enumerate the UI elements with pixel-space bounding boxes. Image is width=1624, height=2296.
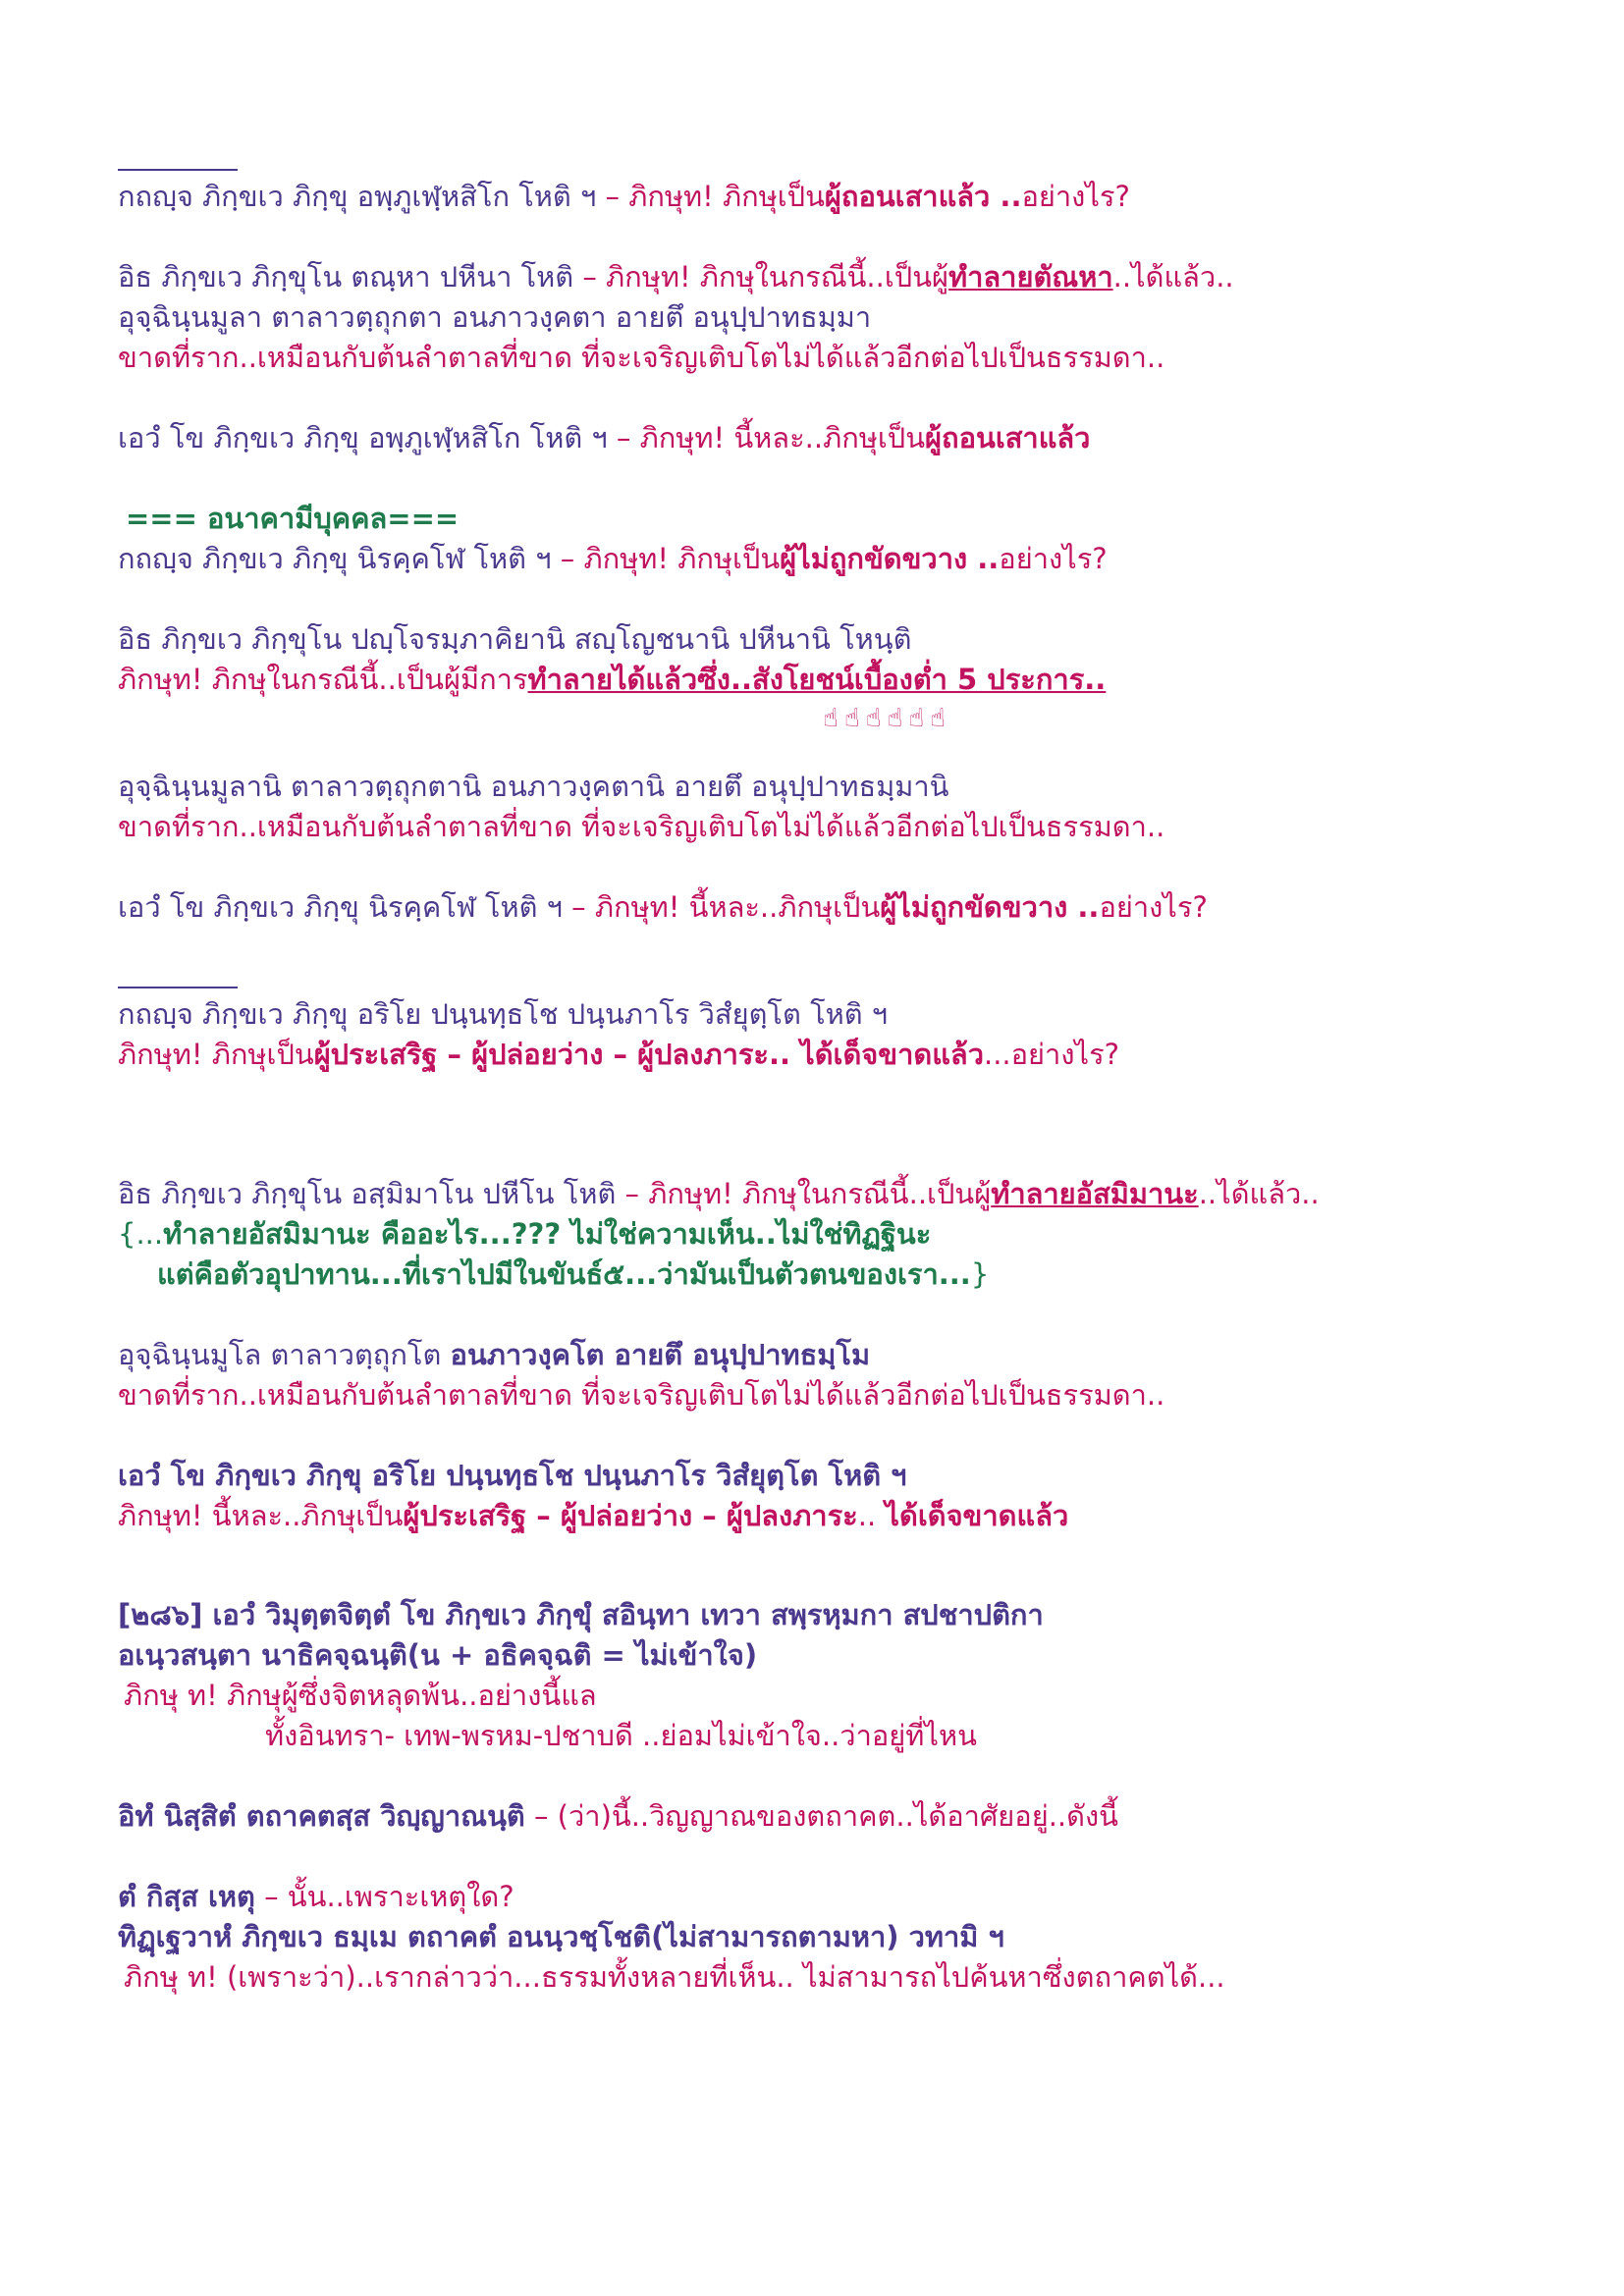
s2-answer-pali: อิธ ภิกฺขเว ภิกฺขุโน ปญฺโจรมฺภาคิยานิ สญฺโญชนานิ ปหีนานิ โหนฺติ <box>118 622 912 656</box>
s3-conclusion-pali: เอวํ โข ภิกฺขเว ภิกฺขุ อริโย ปนฺนทฺธโช ปนฺนภาโร วิสํยุตฺโต โหติ ฯ <box>118 1459 907 1492</box>
s2-question: กถญฺจ ภิกฺขเว ภิกฺขุ นิรคฺคโฬ โหติ ฯ – ภิกษุท! ภิกษุเป็นผู้ไม่ถูกขัดขวาง ..อย่างไร? <box>118 542 1108 575</box>
s1-question: กถญฺจ ภิกฺขเว ภิกฺขุ อพฺภูเฬฺหสิโก โหติ ฯ – ภิกษุท! ภิกษุเป็นผู้ถอนเสาแล้ว ..อย่างไร? <box>118 180 1130 213</box>
s1-answer: อิธ ภิกฺขเว ภิกฺขุโน ตณฺหา ปหีนา โหติ – ภิกษุท! ภิกษุในกรณีนี้..เป็นผู้ทำลายตัณหา..ได้แล้ว.. <box>118 260 1234 294</box>
s1-conclusion: เอวํ โข ภิกฺขเว ภิกฺขุ อพฺภูเฬฺหสิโก โหติ ฯ – ภิกษุท! นี้หละ..ภิกษุเป็นผู้ถอนเสาแล้ว <box>118 421 1091 454</box>
s4-thai-statement: ภิกษุ ท! (เพราะว่า)..เรากล่าวว่า...ธรรมทั้งหลายที่เห็น.. ไม่สามารถไปค้นหาซึ่งตถาคตได้... <box>124 1960 1225 1994</box>
s4-verse-line2: อเนฺวสนฺตา นาธิคจฺฉนฺติ(น + อธิคจฺฉติ = ไม่เข้าใจ) <box>118 1638 758 1672</box>
s2-answer-thai: ภิกษุท! ภิกษุในกรณีนี้..เป็นผู้มีการทำลายได้แล้วซึ่ง..สังโยชน์เบื้องต่ำ 5 ประการ.. <box>118 663 1107 696</box>
s3-note-line1: {...ทำลายอัสมิมานะ คืออะไร...??? ไม่ใช่ความเห็น..ไม่ใช่ทิฏฐินะ <box>118 1217 932 1251</box>
s2-heading: === อนาคามีบุคคล=== <box>126 502 460 535</box>
s3-question-thai: ภิกษุท! ภิกษุเป็นผู้ประเสริฐ – ผู้ปล่อยว่าง – ผู้ปลงภาระ.. ได้เด็จขาดแล้ว...อย่างไร? <box>118 1038 1120 1071</box>
s4-vinnana-line: อิทํ นิสฺสิตํ ตถาคตสฺส วิญฺญาณนฺติ – (ว่า)นี้..วิญญาณของตถาคต..ได้อาศัยอยู่..ดังนี้ <box>118 1799 1118 1833</box>
s2-conclusion: เอวํ โข ภิกฺขเว ภิกฺขุ นิรคฺคโฬ โหติ ฯ – ภิกษุท! นี้หละ..ภิกษุเป็นผู้ไม่ถูกขัดขวาง ..อย่างไร? <box>118 890 1208 924</box>
s4-verse-line1: [๒๘๖] เอวํ วิมุตฺตจิตฺตํ โข ภิกฺขเว ภิกฺขุํ สอินฺทา เทวา สพฺรหฺมกา สปชาปติกา <box>118 1598 1044 1631</box>
s4-why-line: ตํ กิสฺส เหตุ – นั้น..เพราะเหตุใด? <box>118 1880 514 1913</box>
s2-root-thai: ขาดที่ราก..เหมือนกับต้นลำตาลที่ขาด ที่จะเจริญเติบโตไม่ได้แล้วอีกต่อไปเป็นธรรมดา.. <box>118 810 1165 843</box>
s3-answer: อิธ ภิกฺขเว ภิกฺขุโน อสฺมิมาโน ปหีโน โหติ – ภิกษุท! ภิกษุในกรณีนี้..เป็นผู้ทำลายอัสมิมานะ..ได้แล้ว.. <box>118 1177 1320 1210</box>
s4-thai-line2: ทั้งอินทรา- เทพ-พรหม-ปชาบดี ..ย่อมไม่เข้าใจ..ว่าอยู่ที่ไหน <box>265 1719 977 1752</box>
s3-question-pali: กถญฺจ ภิกฺขเว ภิกฺขุ อริโย ปนฺนทฺธโช ปนฺนภาโร วิสํยุตฺโต โหติ ฯ <box>118 997 889 1031</box>
divider-rule <box>118 987 238 988</box>
s3-root-pali: อุจฺฉินฺนมูโล ตาลาวตฺถุกโต อนภาวงฺคโต อายตึ อนุปฺปาทธมฺโม <box>118 1338 871 1371</box>
document-page <box>118 169 1571 1998</box>
pointing-hand-icons: ☝☝☝☝☝☝ <box>823 704 951 733</box>
s2-root-pali: อุจฺฉินฺนมูลานิ ตาลาวตฺถุกตานิ อนภาวงฺคตานิ อายตึ อนุปฺปาทธมฺมานิ <box>118 770 949 803</box>
s1-root-thai: ขาดที่ราก..เหมือนกับต้นลำตาลที่ขาด ที่จะเจริญเติบโตไม่ได้แล้วอีกต่อไปเป็นธรรมดา.. <box>118 341 1165 374</box>
s1-root-pali: อุจฺฉินฺนมูลา ตาลาวตฺถุกตา อนภาวงฺคตา อายตึ อนุปฺปาทธมฺมา <box>118 300 872 334</box>
s3-note-line2: แต่คือตัวอุปาทาน...ที่เราไปมีในขันธ์๕...ว่ามันเป็นตัวตนของเรา...} <box>157 1257 990 1291</box>
s3-conclusion-thai: ภิกษุท! นี้หละ..ภิกษุเป็นผู้ประเสริฐ – ผู้ปล่อยว่าง – ผู้ปลงภาระ.. ได้เด็จขาดแล้ว <box>118 1499 1069 1532</box>
divider-rule <box>118 169 238 171</box>
s4-thai-line1: ภิกษุ ท! ภิกษุผู้ซึ่งจิตหลุดพ้น..อย่างนี้แล <box>124 1679 597 1712</box>
s4-pali-statement: ทิฏฺเฐวาหํ ภิกฺขเว ธมฺเม ตถาคตํ อนนฺวชฺโชติ(ไม่สามารถตามหา) วทามิ ฯ <box>118 1920 1004 1953</box>
s3-root-thai: ขาดที่ราก..เหมือนกับต้นลำตาลที่ขาด ที่จะเจริญเติบโตไม่ได้แล้วอีกต่อไปเป็นธรรมดา.. <box>118 1378 1165 1412</box>
